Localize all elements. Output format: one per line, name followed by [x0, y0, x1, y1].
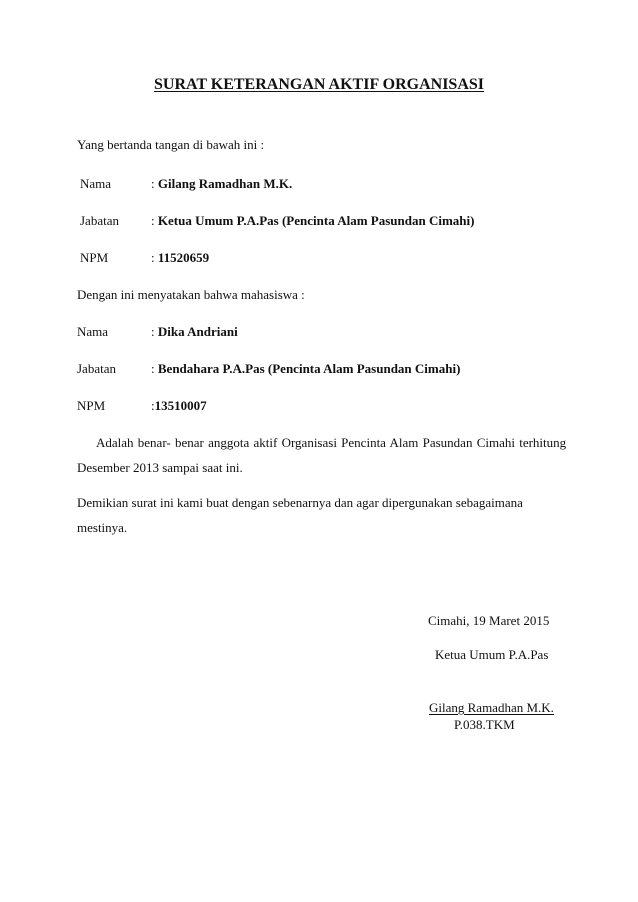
- signer-position-label: Jabatan: [80, 213, 119, 228]
- student-name-label: Nama: [77, 324, 109, 339]
- body-paragraph-line-1: Adalah benar- benar anggota aktif Organisasi Pencinta Alam Pasundan Cimahi terhitung: [96, 435, 567, 450]
- statement-text: Dengan ini menyatakan bahwa mahasiswa :: [77, 287, 305, 302]
- student-name-field: : Dika Andriani: [151, 324, 238, 339]
- body-paragraph-line-2: Desember 2013 sampai saat ini.: [77, 460, 243, 475]
- signer-npm-field: : 11520659: [151, 250, 210, 265]
- signer-position-field: : Ketua Umum P.A.Pas (Pencinta Alam Pasundan Cimahi): [151, 213, 475, 228]
- student-npm-field: :13510007: [151, 398, 207, 413]
- signer-position-value: Ketua Umum P.A.Pas (Pencinta Alam Pasundan Cimahi): [157, 213, 475, 228]
- student-name-value: Dika Andriani: [157, 324, 238, 339]
- signer-npm-label: NPM: [80, 250, 109, 265]
- signature-id: P.038.TKM: [454, 717, 515, 732]
- closing-paragraph-line-2: mestinya.: [77, 520, 128, 535]
- student-npm-value: 13510007: [154, 398, 207, 413]
- student-npm-label: NPM: [77, 398, 106, 413]
- student-position-value: Bendahara P.A.Pas (Pencinta Alam Pasundan Cimahi): [157, 361, 461, 376]
- intro-text: Yang bertanda tangan di bawah ini :: [77, 137, 265, 152]
- signer-name-value: Gilang Ramadhan M.K.: [157, 176, 293, 191]
- signer-npm-value: 11520659: [157, 250, 210, 265]
- signature-name: Gilang Ramadhan M.K.: [429, 700, 554, 715]
- signer-name-label: Nama: [80, 176, 112, 191]
- closing-paragraph-line-1: Demikian surat ini kami buat dengan sebenarnya dan agar dipergunakan sebagaimana: [77, 495, 523, 510]
- student-position-field: : Bendahara P.A.Pas (Pencinta Alam Pasundan Cimahi): [151, 361, 461, 376]
- place-date: Cimahi, 19 Maret 2015: [428, 613, 550, 628]
- signer-name-field: : Gilang Ramadhan M.K.: [151, 176, 293, 191]
- document-title: SURAT KETERANGAN AKTIF ORGANISASI: [154, 76, 484, 93]
- signature-position: Ketua Umum P.A.Pas: [435, 647, 549, 662]
- student-position-label: Jabatan: [77, 361, 116, 376]
